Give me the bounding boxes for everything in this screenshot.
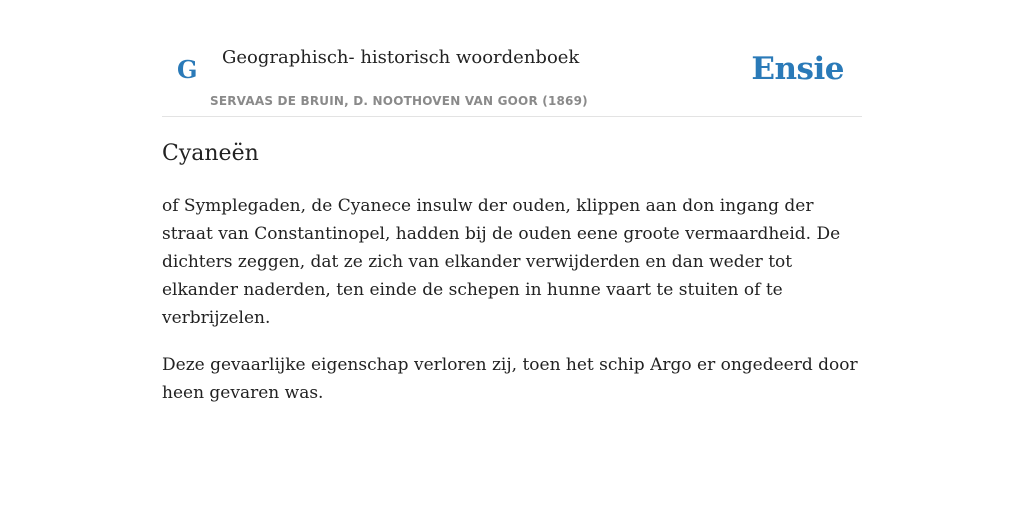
- book-logo-icon[interactable]: G: [177, 55, 198, 84]
- ensie-logo-link[interactable]: Ensie: [751, 51, 844, 87]
- entry-paragraph: Deze gevaarlijke eigenschap verloren zij, toen het schip Argo er ongedeerd door heen gevaren was.: [162, 355, 858, 403]
- entry-title: Cyaneën: [162, 141, 259, 166]
- book-authors: SERVAAS DE BRUIN, D. NOOTHOVEN VAN GOOR (1869): [210, 94, 588, 108]
- entry-paragraph: of Symplegaden, de Cyanece insulw der ouden, klippen aan don ingang der straat van Constantinopel, hadden bij de ouden eene groote vermaardheid. De dichters zeggen, dat ze zich van elkander verwijderden en dan weder tot elkander naderden, ten einde de schepen in hunne vaart te stuiten of te verbrijzelen.: [162, 196, 841, 328]
- entry-body: [162, 192, 862, 426]
- book-title[interactable]: Geographisch- historisch woordenboek: [222, 47, 580, 68]
- source-header: [162, 0, 862, 117]
